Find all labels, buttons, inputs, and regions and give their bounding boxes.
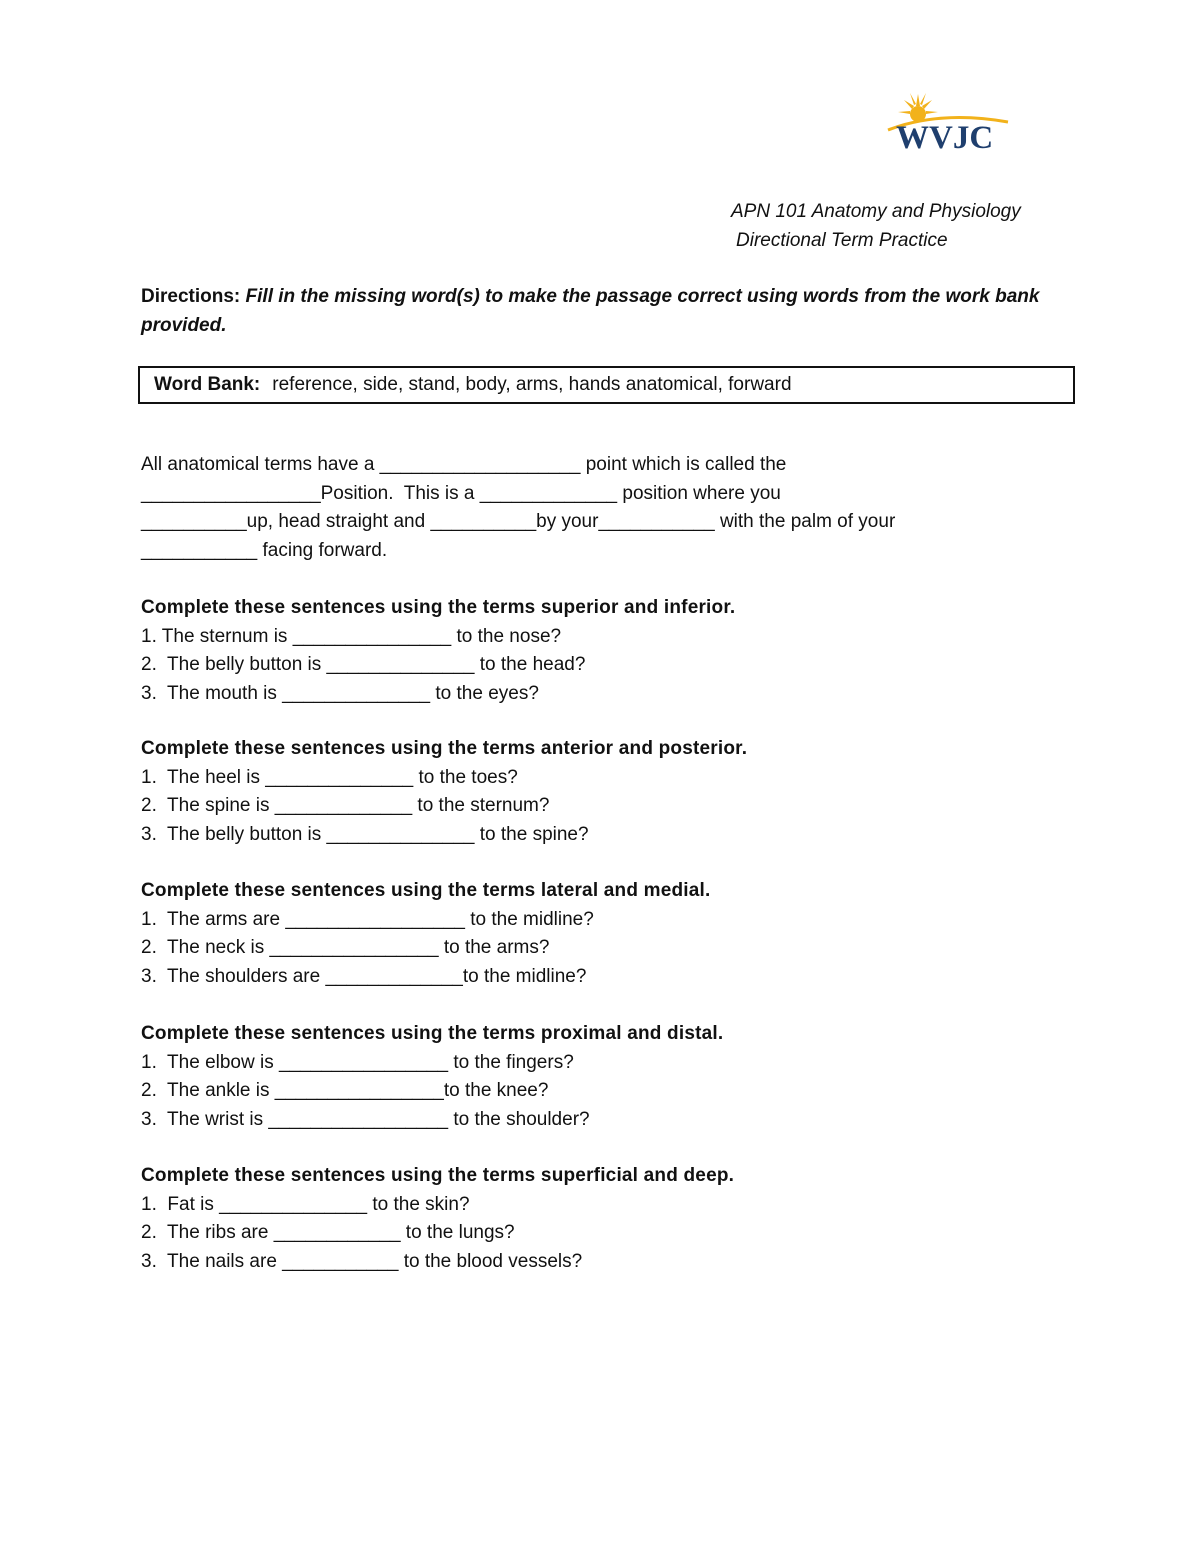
worksheet-subtitle: Directional Term Practice [736, 230, 948, 251]
question-item: 3. The nails are ___________ to the blood vessels? [141, 1250, 583, 1272]
word-bank-words: reference, side, stand, body, arms, hands anatomical, forward [272, 374, 792, 395]
section-heading: Complete these sentences using the terms proximal and distal. [141, 1023, 724, 1044]
question-item: 2. The neck is ________________ to the arms? [141, 937, 550, 958]
document-header [731, 197, 1021, 255]
question-item: 3. The belly button is ______________ to the spine? [141, 823, 589, 845]
directions [141, 282, 1071, 340]
section-heading: Complete these sentences using the terms superior and inferior. [141, 597, 736, 618]
passage-line: All anatomical terms have a ___________________ point which is called the [141, 454, 787, 475]
directions-text: Fill in the missing word(s) to make the passage correct using words from the work bank provided. [141, 286, 1040, 336]
word-bank-box [138, 366, 1075, 404]
passage-line: ___________ facing forward. [141, 539, 388, 561]
question-item: 1. Fat is ______________ to the skin? [141, 1193, 470, 1215]
section-heading: Complete these sentences using the terms anterior and posterior. [141, 738, 748, 759]
section-heading: Complete these sentences using the terms superficial and deep. [141, 1165, 735, 1186]
section-anterior-posterior [141, 735, 1061, 849]
question-item: 2. The ribs are ____________ to the lungs? [141, 1222, 515, 1243]
section-proximal-distal [141, 1020, 1061, 1134]
course-title: APN 101 Anatomy and Physiology [731, 201, 1021, 222]
fill-in-passage [141, 451, 1061, 565]
question-item: 1. The arms are _________________ to the midline? [141, 908, 594, 930]
section-lateral-medial [141, 877, 1061, 991]
word-bank-label: Word Bank: [154, 374, 261, 395]
question-item: 1. The sternum is _______________ to the nose? [141, 625, 562, 647]
question-item: 2. The ankle is ________________to the knee? [141, 1080, 549, 1101]
question-item: 1. The elbow is ________________ to the fingers? [141, 1051, 574, 1073]
question-item: 3. The wrist is _________________ to the shoulder? [141, 1108, 590, 1130]
directions-label: Directions: [141, 286, 241, 307]
question-item: 1. The heel is ______________ to the toes? [141, 766, 518, 788]
section-heading: Complete these sentences using the terms lateral and medial. [141, 880, 711, 901]
question-item: 2. The belly button is ______________ to the head? [141, 654, 586, 675]
passage-line: _________________Position. This is a _____________ position where you [141, 482, 781, 504]
wvjc-logo-graphic [880, 92, 1015, 154]
wvjc-logo [880, 92, 1015, 154]
section-superficial-deep [141, 1162, 1061, 1276]
section-superior-inferior [141, 594, 1061, 708]
passage-line: __________up, head straight and __________by your___________ with the palm of your [141, 511, 896, 532]
question-item: 3. The shoulders are _____________to the midline? [141, 965, 587, 987]
logo-text: WVJC [896, 120, 994, 154]
question-item: 3. The mouth is ______________ to the eyes? [141, 682, 539, 704]
question-item: 2. The spine is _____________ to the sternum? [141, 795, 550, 816]
